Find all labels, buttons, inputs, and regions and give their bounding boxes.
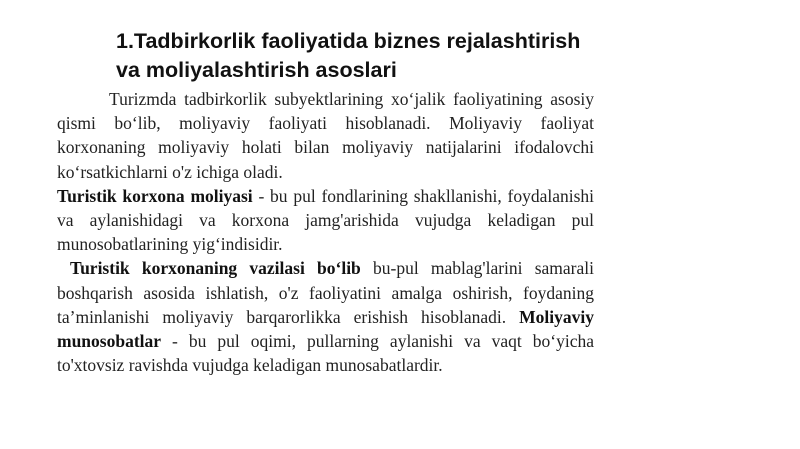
title-line-2: va moliyalashtirish asoslari: [116, 58, 397, 82]
term-financial-relations: Moliyaviy munosobatlar: [57, 306, 594, 352]
term-tourist-company-finance: Turistik korxona moliyasi: [57, 185, 253, 206]
finance-definition-text: - bu pul fondlarining shakllanishi, foydalanishi va aylanishidagi va korxona jamg'arishida vujudga keladigan pul munosobatlarining yig‘indisidir.: [57, 185, 594, 255]
term-company-function: Turistik korxonaning vazilasi bo‘lib: [70, 258, 361, 279]
paragraph-intro: Turizmda tadbirkorlik subyektlarining xo‘jalik faoliyatining asosiy qismi bo‘lib, moliyaviy faoliyati hisoblanadi. Moliyaviy faoliyat korxonaning moliyaviy holati bilan moliyaviy natijalarini ifodalovchi ko‘rsatkichlarni o'z ichiga oladi.: [57, 89, 594, 182]
slide-title: [116, 27, 676, 85]
paragraph-finance-definition: [57, 184, 594, 257]
financial-relations-text: - bu pul oqimi, pullarning aylanishi va vaqt bo‘yicha to'xtovsiz ravishda vujudga keladigan munosabatlardir.: [57, 331, 594, 376]
title-line-1: 1.Tadbirkorlik faoliyatida biznes rejalashtirish: [116, 29, 581, 53]
function-definition-text: bu-pul mablag'larini samarali boshqarish asosida ishlatish, o'z faoliyatini amalga oshirish, foydaning ta’minlanishi moliyaviy barqarorlikka erishish hisoblanadi.: [57, 258, 594, 327]
paragraph-function-definition: [57, 256, 594, 377]
slide-body: [57, 87, 594, 377]
